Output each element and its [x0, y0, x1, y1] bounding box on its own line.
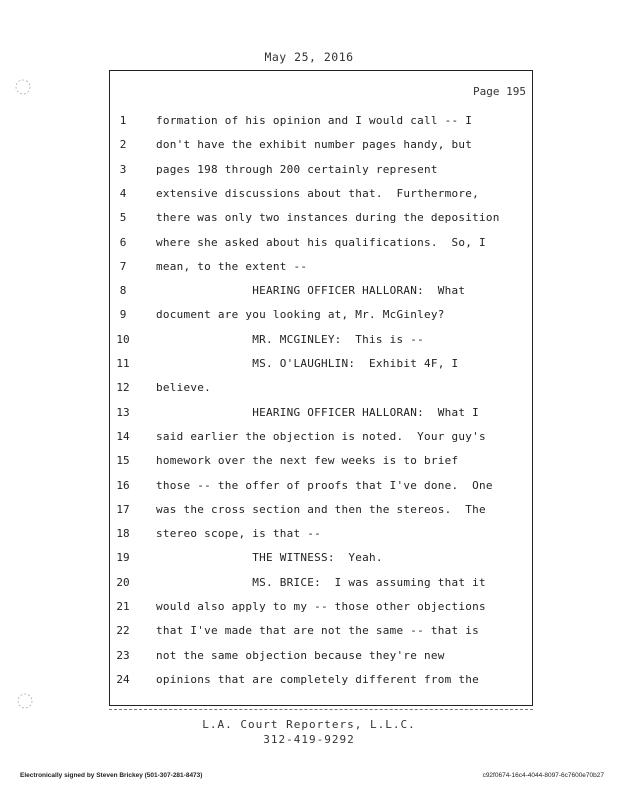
line-number: 1: [119, 114, 127, 127]
line-number: 24: [116, 673, 130, 686]
line-number: 19: [116, 551, 130, 564]
transcript-line: would also apply to my -- those other objections: [156, 600, 486, 613]
line-number: 3: [119, 163, 127, 176]
line-number: 23: [116, 649, 130, 662]
transcript-line: MR. MCGINLEY: This is --: [156, 333, 425, 346]
line-number: 21: [116, 600, 130, 613]
transcript-line: MS. O'LAUGHLIN: Exhibit 4F, I: [156, 357, 459, 370]
transcript-line: HEARING OFFICER HALLORAN: What I: [156, 406, 480, 419]
transcript-line: document are you looking at, Mr. McGinley?: [156, 308, 445, 321]
transcript-line: was the cross section and then the stereos. The: [156, 503, 486, 516]
line-number: 8: [119, 284, 127, 297]
line-number: 7: [119, 260, 127, 273]
transcript-line: extensive discussions about that. Furthermore,: [156, 187, 480, 200]
transcript-line: that I've made that are not the same -- that is: [156, 624, 480, 637]
transcript-date: May 25, 2016: [264, 50, 354, 64]
transcript-line: don't have the exhibit number pages handy, but: [156, 138, 473, 151]
line-number: 5: [119, 211, 127, 224]
transcript-line: not the same objection because they're new: [156, 649, 445, 662]
line-number: 16: [116, 479, 130, 492]
line-number: 17: [116, 503, 130, 516]
punch-hole-icon: [16, 692, 34, 710]
document-id: c92f0674-16c4-4044-8097-6c7600e70b27: [482, 772, 604, 779]
line-number: 13: [116, 406, 130, 419]
transcript-line: homework over the next few weeks is to brief: [156, 454, 459, 467]
frame-divider: [109, 709, 533, 710]
line-number: 10: [116, 333, 130, 346]
transcript-line: where she asked about his qualifications. So, I: [156, 236, 486, 249]
transcript-line: HEARING OFFICER HALLORAN: What: [156, 284, 466, 297]
transcript-line: formation of his opinion and I would call -- I: [156, 114, 473, 127]
transcript-line: those -- the offer of proofs that I've done. One: [156, 479, 493, 492]
line-number: 20: [116, 576, 130, 589]
line-number: 9: [119, 308, 127, 321]
line-number: 11: [116, 357, 130, 370]
transcript-line: THE WITNESS: Yeah.: [156, 551, 383, 564]
transcript-line: stereo scope, is that --: [156, 527, 321, 540]
electronic-signature: Electronically signed by Steven Brickey (501-307-281-8473): [20, 772, 203, 779]
transcript-line: there was only two instances during the deposition: [156, 211, 500, 224]
line-number: 18: [116, 527, 130, 540]
court-reporter-firm: L.A. Court Reporters, L.L.C.: [202, 718, 416, 731]
transcript-line: MS. BRICE: I was assuming that it: [156, 576, 486, 589]
transcript-line: pages 198 through 200 certainly represent: [156, 163, 438, 176]
line-number: 12: [116, 381, 130, 394]
transcript-line: said earlier the objection is noted. Your guy's: [156, 430, 486, 443]
page-number: Page 195: [473, 85, 526, 98]
punch-hole-icon: [14, 78, 32, 96]
line-number: 22: [116, 624, 130, 637]
line-number: 15: [116, 454, 130, 467]
line-number: 14: [116, 430, 130, 443]
transcript-line: mean, to the extent --: [156, 260, 308, 273]
court-reporter-phone: 312-419-9292: [263, 733, 355, 746]
line-number: 4: [119, 187, 127, 200]
line-number: 6: [119, 236, 127, 249]
transcript-line: believe.: [156, 381, 211, 394]
line-number: 2: [119, 138, 127, 151]
transcript-line: opinions that are completely different from the: [156, 673, 480, 686]
